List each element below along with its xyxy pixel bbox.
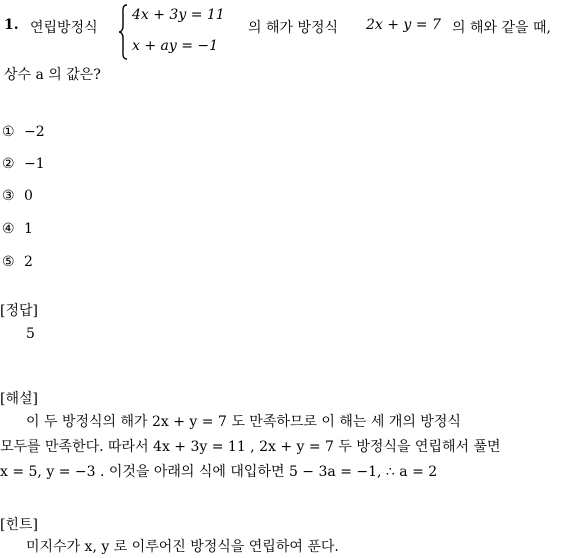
system-brace [118, 4, 128, 60]
equation-1: 4x + 3y = 11 [132, 7, 225, 23]
hint-line-1: 미지수가 x, y 로 이루어진 방정식을 연립하여 푼다. [26, 539, 339, 555]
question-lead: 연립방정식 [30, 20, 98, 36]
choice-mark: ③ [2, 188, 15, 204]
question-tail: 의 해와 같을 때, [452, 20, 551, 36]
choice-2[interactable] [2, 156, 45, 172]
choice-mark: ① [2, 124, 15, 140]
solution-heading: [해설] [0, 391, 38, 407]
question-mid: 의 해가 방정식 [248, 20, 339, 36]
choice-4[interactable] [2, 221, 33, 237]
question-line-2: 상수 a 의 값은? [4, 67, 101, 83]
answer-value: 5 [26, 326, 35, 342]
equation-3: 2x + y = 7 [366, 17, 441, 33]
choice-value: −1 [24, 156, 45, 172]
choice-1[interactable] [2, 124, 45, 140]
choice-5[interactable] [2, 254, 33, 270]
choice-3[interactable] [2, 188, 33, 204]
hint-heading: [힌트] [0, 517, 38, 533]
equation-2: x + ay = −1 [132, 38, 219, 54]
choice-value: 0 [24, 188, 33, 204]
question-number: 1. [4, 17, 19, 33]
choice-value: −2 [24, 124, 45, 140]
choice-value: 1 [24, 221, 33, 237]
choice-mark: ④ [2, 221, 15, 237]
choice-mark: ② [2, 156, 15, 172]
answer-heading: [정답] [0, 303, 38, 319]
solution-line-1: 이 두 방정식의 해가 2x + y = 7 도 만족하므로 이 해는 세 개의 방정식 [26, 414, 461, 430]
solution-line-2: 모두를 만족한다. 따라서 4x + 3y = 11 , 2x + y = 7 두 방정식을 연립해서 풀면 [0, 439, 501, 455]
choice-value: 2 [24, 254, 33, 270]
solution-line-3: x = 5, y = −3 . 이것을 아래의 식에 대입하면 5 − 3a = −1, ∴ a = 2 [0, 464, 438, 480]
choice-mark: ⑤ [2, 254, 15, 270]
